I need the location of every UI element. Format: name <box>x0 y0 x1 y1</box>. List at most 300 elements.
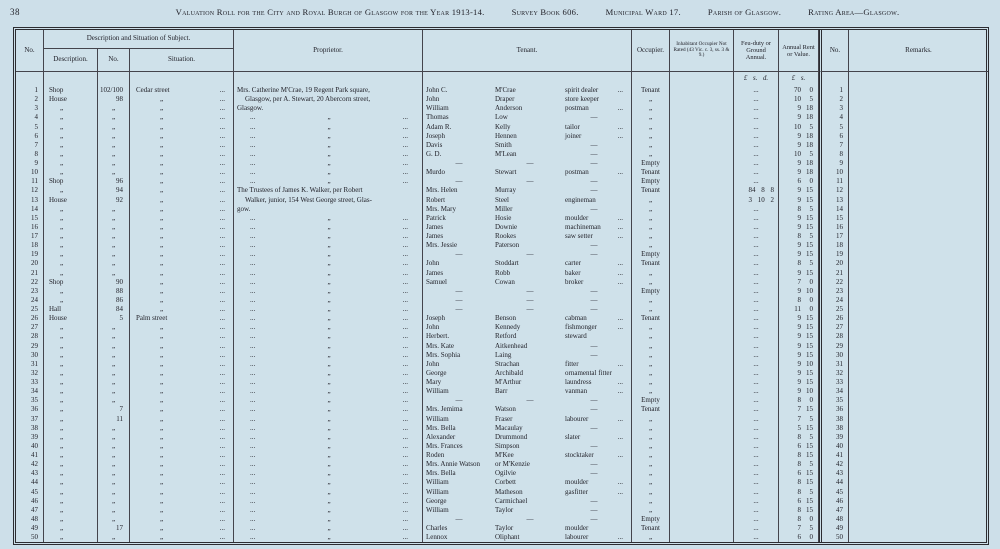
tenant-occupation: joiner <box>565 131 582 140</box>
occupier-cell: „ <box>632 278 670 287</box>
survey-book-label: Survey Book 606. <box>511 7 579 17</box>
street-number-cell: „ <box>98 141 130 150</box>
proprietor-ditto-row <box>234 469 422 478</box>
situation-cell <box>130 205 234 214</box>
proprietor-dots: ... <box>250 533 256 542</box>
proprietor-ditto-mark: „ <box>327 423 331 432</box>
proprietor-cell <box>234 123 423 132</box>
proprietor-dots: ... <box>250 295 256 304</box>
tenant-occupation: — <box>590 186 598 195</box>
tenant-cell <box>423 241 632 250</box>
proprietor-ditto-row <box>234 296 422 305</box>
tenant-first-name: John <box>426 359 440 368</box>
description-cell: Hall <box>44 305 98 314</box>
tenant-cell <box>423 177 632 186</box>
tenant-surname: — <box>526 305 534 313</box>
situation-cell <box>130 232 234 241</box>
proprietor-ditto-mark: „ <box>327 396 331 405</box>
occupier-cell: „ <box>632 342 670 351</box>
situation-cell <box>130 241 234 250</box>
rent-pounds: 10 <box>794 95 801 104</box>
situation-text: Cedar street <box>136 86 170 94</box>
inhabitant-occupier-cell <box>670 378 734 387</box>
proprietor-dots: ... <box>250 159 256 167</box>
rent-shillings: 15 <box>806 469 813 478</box>
inhabitant-occupier-cell <box>670 533 734 542</box>
situation-text: „ <box>160 487 164 496</box>
situation-text: „ <box>160 432 164 441</box>
rent-shillings: 18 <box>806 104 813 113</box>
situation-text: „ <box>160 378 164 386</box>
proprietor-ditto-row <box>234 150 422 159</box>
tenant-occupation: — <box>590 177 598 186</box>
street-number-cell: „ <box>98 488 130 497</box>
situation-cell <box>130 506 234 515</box>
tenant-occupation: labourer <box>565 414 589 423</box>
situation-text: Palm street <box>136 314 168 323</box>
inhabitant-occupier-cell <box>670 150 734 159</box>
rent-shillings: 10 <box>806 286 813 295</box>
street-number-cell: „ <box>98 332 130 341</box>
proprietor-ditto-mark: „ <box>327 414 331 423</box>
street-number-cell: 98 <box>98 95 130 104</box>
rent-shillings: 15 <box>806 451 813 459</box>
inhabitant-occupier-cell <box>670 186 734 195</box>
description-cell: „ <box>44 287 98 296</box>
rent-pounds: 9 <box>797 332 801 341</box>
street-number-cell: 11 <box>98 415 130 424</box>
feu-duty-cell: ... <box>734 460 779 469</box>
feu-duty-cell: ... <box>734 241 779 250</box>
situation-text: „ <box>160 177 164 186</box>
inhabitant-occupier-cell <box>670 123 734 132</box>
proprietor-dots: ... <box>402 469 408 478</box>
rent-shillings: 18 <box>806 131 813 140</box>
row-number-right: 34 <box>819 387 849 396</box>
situation-dots: ... <box>219 122 225 131</box>
proprietor-ditto-row <box>234 123 422 132</box>
situation-cell <box>130 524 234 533</box>
rent-pounds: 9 <box>797 186 801 195</box>
rent-shillings: 0 <box>809 514 813 523</box>
tenant-dots: ... <box>617 487 623 496</box>
situation-dots: ... <box>219 332 225 341</box>
tenant-occupation: — <box>590 423 598 432</box>
description-cell: House <box>44 95 98 104</box>
page-top-header <box>0 7 1000 21</box>
inhabitant-occupier-cell <box>670 259 734 268</box>
row-number-right: 9 <box>819 159 849 168</box>
annual-rent-cell <box>779 241 819 250</box>
tenant-dots <box>623 396 631 405</box>
row-number-right: 13 <box>819 196 849 205</box>
description-cell: „ <box>44 405 98 414</box>
proprietor-cell <box>234 250 423 259</box>
rent-shillings: 15 <box>806 241 813 250</box>
proprietor-cell <box>234 278 423 287</box>
tenant-cell <box>423 360 632 369</box>
tenant-cell <box>423 515 632 524</box>
rent-pounds: 8 <box>797 232 801 240</box>
occupier-cell: Tenant <box>632 524 670 533</box>
occupier-cell: „ <box>632 460 670 469</box>
description-cell: „ <box>44 378 98 387</box>
feu-duty-cell: ... <box>734 424 779 433</box>
proprietor-dots: ... <box>402 441 408 450</box>
proprietor-ditto-mark: „ <box>327 250 331 259</box>
situation-dots: ... <box>219 295 225 304</box>
annual-rent-cell <box>779 214 819 223</box>
tenant-cell <box>423 123 632 132</box>
remarks-cell <box>849 141 988 150</box>
remarks-cell <box>849 214 988 223</box>
proprietor-ditto-row <box>234 287 422 296</box>
situation-cell <box>130 86 234 95</box>
tenant-cell <box>423 424 632 433</box>
description-cell: „ <box>44 150 98 159</box>
tenant-cell <box>423 186 632 195</box>
feu-duty-cell: ... <box>734 497 779 506</box>
proprietor-cell <box>234 533 423 542</box>
tenant-surname: Aitkenhead <box>495 341 528 350</box>
tenant-occupation: — <box>590 159 598 167</box>
rent-pounds: 9 <box>797 195 801 204</box>
tenant-first-name: Mrs. Sophia <box>426 350 461 359</box>
tenant-first-name: James <box>426 232 444 240</box>
annual-rent-cell <box>779 95 819 104</box>
header-tenant: Tenant. <box>423 30 632 72</box>
situation-cell <box>130 442 234 451</box>
header-no-left: No. <box>16 30 44 72</box>
tenant-cell <box>423 433 632 442</box>
rent-shillings: 5 <box>809 122 813 131</box>
street-number-cell: „ <box>98 506 130 515</box>
tenant-cell <box>423 104 632 113</box>
document-title: Valuation Roll for the City and Royal Burgh of Glasgow for the Year 1913-14. <box>175 7 485 17</box>
rent-shillings: 15 <box>806 405 813 414</box>
proprietor-dots: ... <box>402 222 408 231</box>
inhabitant-occupier-cell <box>670 132 734 141</box>
situation-cell <box>130 168 234 177</box>
proprietor-cell <box>234 524 423 533</box>
occupier-cell: „ <box>632 296 670 305</box>
proprietor-ditto-mark: „ <box>327 441 331 450</box>
remarks-cell <box>849 488 988 497</box>
proprietor-dots: ... <box>250 122 256 131</box>
annual-rent-cell <box>779 369 819 378</box>
remarks-cell <box>849 405 988 414</box>
situation-cell <box>130 269 234 278</box>
description-cell: „ <box>44 497 98 506</box>
situation-text: „ <box>160 232 164 240</box>
situation-text: „ <box>160 168 164 177</box>
occupier-cell: „ <box>632 150 670 159</box>
street-number-cell: „ <box>98 469 130 478</box>
street-number-cell: „ <box>98 451 130 460</box>
street-number-cell: „ <box>98 205 130 214</box>
tenant-first-name: George <box>426 368 447 377</box>
description-cell: „ <box>44 250 98 259</box>
inhabitant-occupier-cell <box>670 177 734 186</box>
street-number-cell: „ <box>98 387 130 396</box>
row-number-right: 31 <box>819 360 849 369</box>
rent-shillings: 5 <box>809 524 813 532</box>
tenant-surname: Taylor <box>495 505 514 514</box>
situation-cell <box>130 132 234 141</box>
street-number-cell: 102/100 <box>98 86 130 95</box>
tenant-first-name: George <box>426 496 447 505</box>
street-number-cell: „ <box>98 159 130 168</box>
row-number-left: 41 <box>16 451 44 460</box>
proprietor-dots: ... <box>250 423 256 432</box>
tenant-first-name: — <box>455 396 463 405</box>
row-number-left: 11 <box>16 177 44 186</box>
tenant-dots: ... <box>617 478 623 487</box>
situation-text: „ <box>160 305 164 313</box>
rent-shillings: 15 <box>806 350 813 359</box>
row-number-left: 42 <box>16 460 44 469</box>
situation-dots: ... <box>219 341 225 350</box>
tenant-dots: ... <box>617 168 623 177</box>
rent-shillings: 15 <box>806 222 813 231</box>
feu-duty-cell: ... <box>734 141 779 150</box>
feu-duty-cell: ... <box>734 177 779 186</box>
tenant-cell <box>423 488 632 497</box>
tenant-dots <box>623 296 631 305</box>
situation-dots: ... <box>219 378 225 386</box>
proprietor-dots: ... <box>402 368 408 377</box>
street-number-cell: „ <box>98 351 130 360</box>
feu-duty-cell: ... <box>734 95 779 104</box>
feu-duty-cell: ... <box>734 506 779 515</box>
description-cell: „ <box>44 241 98 250</box>
situation-dots: ... <box>219 524 225 532</box>
tenant-surname: — <box>526 396 534 405</box>
proprietor-dots: ... <box>250 524 256 532</box>
tenant-cell <box>423 342 632 351</box>
feu-duty-cell: ... <box>734 332 779 341</box>
inhabitant-occupier-cell <box>670 515 734 524</box>
occupier-cell: Empty <box>632 515 670 524</box>
remarks-cell <box>849 497 988 506</box>
tenant-surname: Steel <box>495 195 509 204</box>
proprietor-cell <box>234 168 423 177</box>
feu-duty-cell: ... <box>734 488 779 497</box>
proprietor-dots: ... <box>402 295 408 304</box>
tenant-occupation: spirit dealer <box>565 86 599 94</box>
situation-dots: ... <box>219 305 225 313</box>
row-number-right: 48 <box>819 515 849 524</box>
proprietor-ditto-mark: „ <box>327 113 331 122</box>
rent-shillings: 15 <box>806 195 813 204</box>
situation-dots: ... <box>219 441 225 450</box>
tenant-first-name: James <box>426 268 444 277</box>
inhabitant-occupier-cell <box>670 478 734 487</box>
inhabitant-occupier-cell <box>670 168 734 177</box>
tenant-occupation: — <box>590 250 598 259</box>
proprietor-dots: ... <box>402 232 408 240</box>
occupier-cell: „ <box>632 305 670 314</box>
inhabitant-occupier-cell <box>670 442 734 451</box>
tenant-first-name: Mrs. Frances <box>426 441 463 450</box>
street-number-cell: „ <box>98 104 130 113</box>
annual-rent-cell <box>779 278 819 287</box>
situation-dots: ... <box>219 387 225 396</box>
tenant-occupation: — <box>590 140 598 149</box>
proprietor-ditto-row <box>234 497 422 506</box>
description-cell: „ <box>44 141 98 150</box>
situation-dots: ... <box>219 113 225 122</box>
tenant-surname: Murray <box>495 186 516 195</box>
feu-duty-cell: ... <box>734 305 779 314</box>
situation-dots: ... <box>219 533 225 542</box>
feu-duty-cell: ... <box>734 205 779 214</box>
row-number-right: 27 <box>819 323 849 332</box>
tenant-first-name: Alexander <box>426 432 456 441</box>
remarks-cell <box>849 314 988 323</box>
situation-dots: ... <box>219 451 225 459</box>
tenant-first-name: Murdo <box>426 168 446 177</box>
row-number-right: 26 <box>819 314 849 323</box>
proprietor-ditto-row <box>234 415 422 424</box>
currency-row-filler <box>16 72 44 86</box>
tenant-occupation: machineman <box>565 222 601 231</box>
remarks-cell <box>849 524 988 533</box>
proprietor-ditto-mark: „ <box>327 487 331 496</box>
proprietor-dots: ... <box>402 177 408 186</box>
proprietor-ditto-mark: „ <box>327 460 331 469</box>
situation-dots: ... <box>219 487 225 496</box>
remarks-cell <box>849 269 988 278</box>
tenant-dots <box>623 250 631 259</box>
annual-rent-cell <box>779 223 819 232</box>
rent-shillings: 15 <box>806 505 813 514</box>
rent-shillings: 5 <box>809 259 813 268</box>
feu-duty-cell: ... <box>734 433 779 442</box>
rent-shillings: 15 <box>806 368 813 377</box>
situation-dots: ... <box>219 350 225 359</box>
street-number-cell: „ <box>98 424 130 433</box>
inhabitant-occupier-cell <box>670 269 734 278</box>
tenant-first-name: Lennox <box>426 533 448 542</box>
proprietor-ditto-mark: „ <box>327 232 331 240</box>
proprietor-dots: ... <box>250 222 256 231</box>
tenant-first-name: Adam R. <box>426 122 452 131</box>
row-number-right: 44 <box>819 478 849 487</box>
rent-pounds: 9 <box>797 250 801 259</box>
situation-text: „ <box>160 414 164 423</box>
row-number-left: 2 <box>16 95 44 104</box>
situation-text: „ <box>160 514 164 523</box>
tenant-dots: ... <box>617 268 623 277</box>
row-number-right: 5 <box>819 123 849 132</box>
parish-label: Parish of Glasgow. <box>707 7 782 17</box>
inhabitant-occupier-cell <box>670 451 734 460</box>
situation-text: „ <box>160 104 164 113</box>
proprietor-ditto-row <box>234 259 422 268</box>
tenant-surname: M'Lean <box>495 149 517 158</box>
tenant-surname: Kelly <box>495 122 511 131</box>
proprietor-ditto-row <box>234 269 422 278</box>
proprietor-cell <box>234 332 423 341</box>
proprietor-cell <box>234 314 423 323</box>
remarks-cell <box>849 332 988 341</box>
inhabitant-occupier-cell <box>670 387 734 396</box>
tenant-first-name: John C. <box>426 86 448 94</box>
tenant-occupation: — <box>590 505 598 514</box>
row-number-left: 20 <box>16 259 44 268</box>
rent-pounds: 9 <box>797 241 801 250</box>
proprietor-dots: ... <box>250 460 256 469</box>
annual-rent-cell <box>779 323 819 332</box>
inhabitant-occupier-cell <box>670 497 734 506</box>
row-number-right: 28 <box>819 332 849 341</box>
feu-duty-cell: ... <box>734 478 779 487</box>
description-cell: „ <box>44 186 98 195</box>
remarks-cell <box>849 442 988 451</box>
rent-pounds: 6 <box>797 533 801 542</box>
street-number-cell: „ <box>98 150 130 159</box>
proprietor-dots: ... <box>402 451 408 459</box>
proprietor-ditto-row <box>234 168 422 177</box>
situation-cell <box>130 396 234 405</box>
annual-rent-cell <box>779 132 819 141</box>
situation-cell <box>130 342 234 351</box>
proprietor-ditto-mark: „ <box>327 305 331 313</box>
situation-cell <box>130 259 234 268</box>
inhabitant-occupier-cell <box>670 287 734 296</box>
proprietor-ditto-row <box>234 433 422 442</box>
rent-shillings: 0 <box>809 177 813 186</box>
tenant-occupation: store keeper <box>565 95 600 104</box>
inhabitant-occupier-cell <box>670 95 734 104</box>
row-number-left: 24 <box>16 296 44 305</box>
proprietor-ditto-row <box>234 342 422 351</box>
tenant-occupation: engineman <box>565 195 596 204</box>
row-number-right: 20 <box>819 259 849 268</box>
remarks-cell <box>849 469 988 478</box>
annual-rent-cell <box>779 332 819 341</box>
rent-pounds: 9 <box>797 323 801 332</box>
proprietor-dots: ... <box>250 332 256 341</box>
row-number-right: 15 <box>819 214 849 223</box>
proprietor-dots: ... <box>402 314 408 323</box>
occupier-cell: „ <box>632 351 670 360</box>
situation-dots: ... <box>219 213 225 222</box>
description-cell: „ <box>44 524 98 533</box>
tenant-occupation: — <box>590 295 598 304</box>
description-cell: „ <box>44 369 98 378</box>
tenant-occupation: tailor <box>565 122 580 131</box>
rent-shillings: 5 <box>809 232 813 240</box>
rent-pounds: 7 <box>797 414 801 423</box>
rent-pounds: 8 <box>797 460 801 469</box>
occupier-cell: Tenant <box>632 86 670 95</box>
inhabitant-occupier-cell <box>670 460 734 469</box>
situation-dots: ... <box>219 314 225 323</box>
remarks-cell <box>849 232 988 241</box>
tenant-surname: Low <box>495 113 508 122</box>
situation-text: „ <box>160 140 164 149</box>
row-number-right: 50 <box>819 533 849 542</box>
tenant-cell <box>423 460 632 469</box>
inhabitant-occupier-cell <box>670 214 734 223</box>
proprietor-dots: ... <box>402 496 408 505</box>
annual-rent-cell <box>779 451 819 460</box>
inhabitant-occupier-cell <box>670 351 734 360</box>
proprietor-cell <box>234 305 423 314</box>
currency-row-filler <box>423 72 632 86</box>
